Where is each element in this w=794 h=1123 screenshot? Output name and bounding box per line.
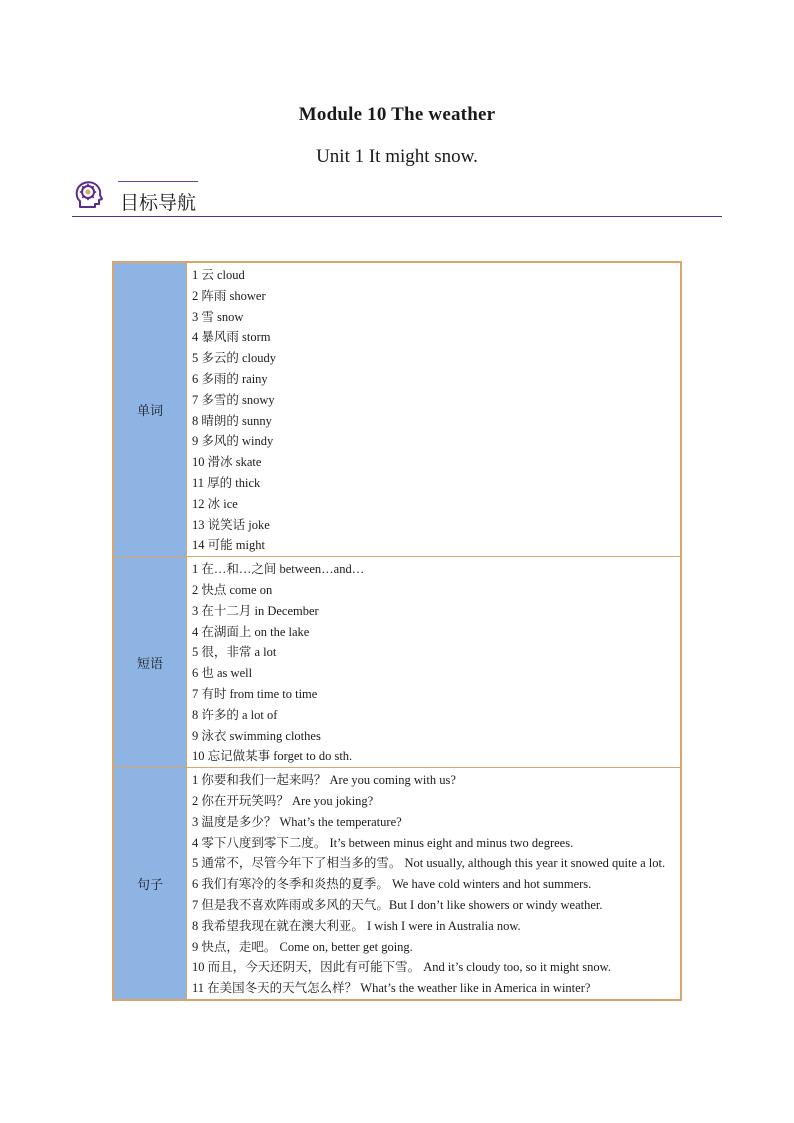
words-category: 单词	[113, 262, 187, 557]
sentences-row	[113, 768, 681, 1000]
sentence-item: 9 快点，走吧。 Come on, better get going.	[192, 939, 413, 954]
sentence-item: 5 通常不，尽管今年下了相当多的雪。 Not usually, although this year it snowed quite a lot.	[192, 856, 666, 871]
phrase-item: 6 也 as well	[192, 666, 253, 681]
sentence-item: 11 在美国冬天的天气怎么样？ What’s the weather like in America in winter?	[192, 981, 591, 996]
word-item: 11 厚的 thick	[192, 475, 261, 490]
word-item: 5 多云的 cloudy	[192, 351, 277, 366]
phrases-row	[113, 557, 681, 768]
head-gear-icon	[74, 180, 104, 210]
phrase-item: 3 在十二月 in December	[192, 603, 319, 618]
unit-title: Unit 1 It might snow.	[316, 146, 478, 167]
phrases-list	[187, 557, 682, 768]
sentence-item: 4 零下八度到零下二度。 It’s between minus eight and minus two degrees.	[192, 835, 574, 850]
sentence-item: 8 我希望我现在就在澳大利亚。 I wish I were in Australia now.	[192, 918, 521, 933]
phrase-item: 7 有时 from time to time	[192, 686, 318, 701]
word-item: 1 云 cloud	[192, 268, 245, 282]
word-item: 2 阵雨 shower	[192, 288, 266, 303]
phrases-category: 短语	[113, 557, 187, 768]
sentence-item: 10 而且，今天还阴天，因此有可能下雪。 And it’s cloudy too, so it might snow.	[192, 960, 611, 975]
section-heading: 目标导航	[120, 192, 197, 214]
heading-overline	[118, 181, 198, 182]
sentence-item: 1 你要和我们一起来吗？ Are you coming with us?	[192, 773, 456, 788]
phrase-item: 1 在…和…之间 between…and…	[192, 562, 365, 577]
sentence-item: 6 我们有寒冷的冬季和炎热的夏季。 We have cold winters and hot summers.	[192, 877, 592, 892]
phrase-item: 10 忘记做某事 forget to do sth.	[192, 749, 353, 764]
word-item: 6 多雨的 rainy	[192, 371, 268, 386]
sentence-item: 7 但是我不喜欢阵雨或多风的天气。But I don’t like showers or windy weather.	[192, 897, 603, 912]
vocabulary-table	[112, 261, 682, 1001]
words-row	[113, 262, 681, 557]
word-item: 13 说笑话 joke	[192, 517, 270, 532]
sentence-item: 2 你在开玩笑吗？ Are you joking?	[192, 793, 374, 808]
phrase-item: 2 快点 come on	[192, 582, 273, 597]
word-item: 10 滑冰 skate	[192, 455, 262, 470]
words-list	[187, 262, 682, 557]
sentence-item: 3 温度是多少？ What’s the temperature?	[192, 814, 402, 829]
word-item: 7 多雪的 snowy	[192, 392, 275, 407]
word-item: 14 可能 might	[192, 538, 265, 553]
word-item: 3 雪 snow	[192, 309, 244, 324]
section-header	[72, 176, 722, 218]
word-item: 12 冰 ice	[192, 496, 238, 511]
phrase-item: 9 泳衣 swimming clothes	[192, 728, 321, 743]
word-item: 9 多风的 windy	[192, 434, 274, 449]
module-title: Module 10 The weather	[298, 104, 496, 125]
word-item: 8 晴朗的 sunny	[192, 413, 272, 428]
phrase-item: 5 很，非常 a lot	[192, 645, 277, 660]
sentences-list	[187, 768, 682, 1000]
word-item: 4 暴风雨 storm	[192, 330, 271, 345]
heading-divider	[72, 216, 722, 217]
phrase-item: 4 在湖面上 on the lake	[192, 624, 310, 639]
sentences-category: 句子	[113, 768, 187, 1000]
phrase-item: 8 许多的 a lot of	[192, 707, 278, 722]
